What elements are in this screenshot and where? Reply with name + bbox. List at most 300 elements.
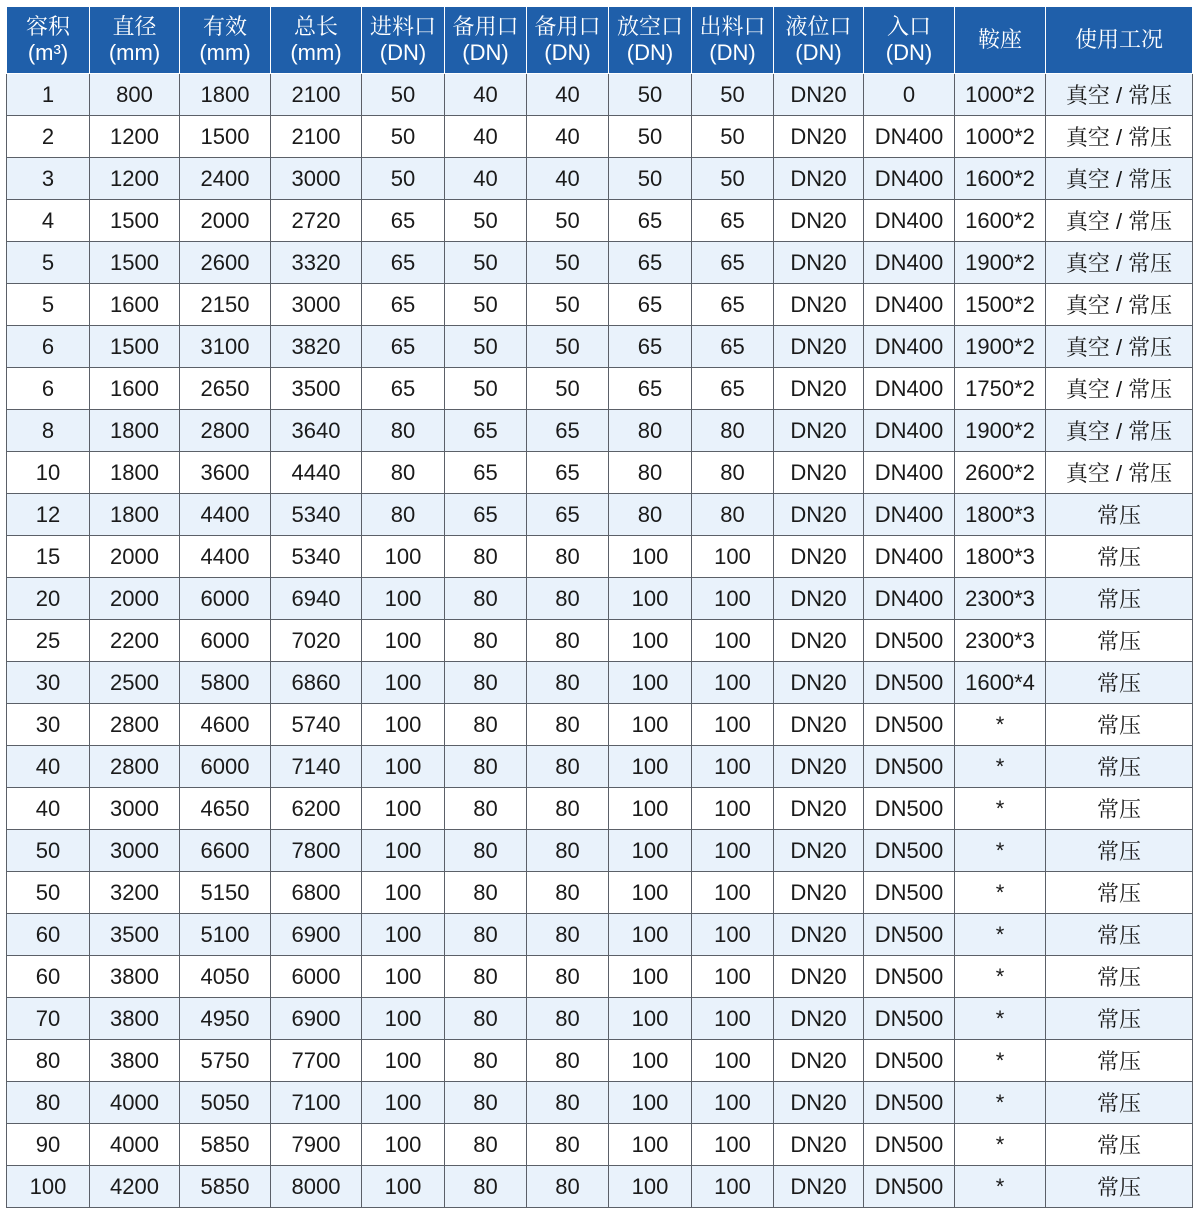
- table-cell: 100: [609, 1124, 692, 1166]
- table-cell: DN20: [774, 704, 864, 746]
- table-cell: 100: [692, 830, 774, 872]
- table-cell: 80: [362, 494, 445, 536]
- table-cell: 65: [609, 368, 692, 410]
- table-cell: 4440: [271, 452, 362, 494]
- table-cell: 3800: [90, 1040, 180, 1082]
- table-cell: 50: [692, 158, 774, 200]
- table-cell: DN20: [774, 746, 864, 788]
- table-cell: 2600: [180, 242, 271, 284]
- table-cell: 7140: [271, 746, 362, 788]
- table-cell: 3800: [90, 956, 180, 998]
- table-cell: 65: [362, 326, 445, 368]
- table-cell: 1800: [90, 410, 180, 452]
- table-cell: 5340: [271, 494, 362, 536]
- table-cell: DN400: [864, 158, 955, 200]
- table-cell: DN20: [774, 998, 864, 1040]
- table-cell: 100: [609, 830, 692, 872]
- table-cell: 100: [362, 662, 445, 704]
- table-cell: 2100: [271, 74, 362, 116]
- column-header: [864, 7, 955, 74]
- column-header: [955, 7, 1046, 74]
- table-cell: 6900: [271, 914, 362, 956]
- table-cell: 100: [692, 1040, 774, 1082]
- table-row: [7, 914, 1193, 956]
- table-cell: 100: [609, 1040, 692, 1082]
- table-cell: 100: [609, 956, 692, 998]
- table-cell: 80: [527, 620, 609, 662]
- table-cell: DN20: [774, 326, 864, 368]
- table-row: [7, 956, 1193, 998]
- table-cell: 6: [7, 368, 90, 410]
- table-cell: 0: [864, 74, 955, 116]
- table-cell: 100: [692, 1082, 774, 1124]
- table-cell: 6800: [271, 872, 362, 914]
- table-cell: 100: [7, 1166, 90, 1208]
- table-cell: 60: [7, 914, 90, 956]
- table-row: [7, 242, 1193, 284]
- table-cell: 1200: [90, 116, 180, 158]
- table-row: [7, 494, 1193, 536]
- table-cell: 65: [527, 410, 609, 452]
- table-cell: 100: [362, 872, 445, 914]
- table-cell: 7800: [271, 830, 362, 872]
- table-cell: 80: [527, 704, 609, 746]
- table-cell: 6000: [271, 956, 362, 998]
- table-cell: 1750*2: [955, 368, 1046, 410]
- table-cell: 80: [362, 410, 445, 452]
- table-cell: 80: [527, 578, 609, 620]
- table-cell: 真空 / 常压: [1046, 410, 1193, 452]
- table-cell: 30: [7, 662, 90, 704]
- table-cell: 100: [362, 1082, 445, 1124]
- table-cell: 65: [692, 284, 774, 326]
- column-header: [1046, 7, 1193, 74]
- table-cell: 80: [527, 830, 609, 872]
- table-cell: 90: [7, 1124, 90, 1166]
- table-cell: 12: [7, 494, 90, 536]
- column-header-title: 总长: [293, 14, 338, 39]
- table-cell: 3320: [271, 242, 362, 284]
- table-row: [7, 620, 1193, 662]
- table-cell: 2200: [90, 620, 180, 662]
- table-cell: 65: [692, 200, 774, 242]
- table-cell: 常压: [1046, 1040, 1193, 1082]
- table-cell: 80: [445, 1166, 527, 1208]
- table-cell: DN20: [774, 914, 864, 956]
- table-cell: 50: [445, 200, 527, 242]
- table-cell: 5740: [271, 704, 362, 746]
- table-cell: 65: [527, 452, 609, 494]
- table-cell: DN400: [864, 326, 955, 368]
- table-cell: 2000: [90, 578, 180, 620]
- table-cell: 5: [7, 242, 90, 284]
- table-cell: 1900*2: [955, 242, 1046, 284]
- table-cell: 常压: [1046, 956, 1193, 998]
- column-header-title: 液位口: [785, 14, 852, 39]
- table-cell: 6: [7, 326, 90, 368]
- table-cell: 6000: [180, 620, 271, 662]
- table-cell: 6000: [180, 746, 271, 788]
- table-cell: DN500: [864, 830, 955, 872]
- column-header-unit: (DN): [885, 40, 933, 65]
- table-cell: 20: [7, 578, 90, 620]
- table-cell: 4400: [180, 536, 271, 578]
- table-row: [7, 1124, 1193, 1166]
- table-cell: 100: [692, 578, 774, 620]
- table-cell: 4000: [90, 1082, 180, 1124]
- table-cell: 2300*3: [955, 578, 1046, 620]
- table-cell: 真空 / 常压: [1046, 200, 1193, 242]
- table-cell: 50: [527, 284, 609, 326]
- table-cell: 1000*2: [955, 74, 1046, 116]
- table-cell: 40: [445, 74, 527, 116]
- table-cell: *: [955, 1124, 1046, 1166]
- table-cell: 6200: [271, 788, 362, 830]
- table-cell: 常压: [1046, 494, 1193, 536]
- table-cell: DN500: [864, 1082, 955, 1124]
- column-header: [774, 7, 864, 74]
- table-row: [7, 284, 1193, 326]
- table-cell: 5050: [180, 1082, 271, 1124]
- table-cell: 4400: [180, 494, 271, 536]
- table-cell: 80: [445, 788, 527, 830]
- table-cell: 80: [527, 662, 609, 704]
- table-cell: 80: [445, 620, 527, 662]
- table-cell: 50: [527, 326, 609, 368]
- table-cell: *: [955, 788, 1046, 830]
- table-cell: 100: [692, 788, 774, 830]
- column-header-unit: (DN): [626, 40, 674, 65]
- table-cell: 50: [609, 116, 692, 158]
- table-cell: DN20: [774, 242, 864, 284]
- table-cell: 真空 / 常压: [1046, 116, 1193, 158]
- table-cell: 4: [7, 200, 90, 242]
- table-row: [7, 410, 1193, 452]
- table-cell: 50: [7, 872, 90, 914]
- table-row: [7, 1082, 1193, 1124]
- table-cell: 100: [609, 914, 692, 956]
- table-cell: 100: [609, 578, 692, 620]
- table-cell: 3000: [90, 830, 180, 872]
- table-cell: 5100: [180, 914, 271, 956]
- table-cell: 真空 / 常压: [1046, 284, 1193, 326]
- table-cell: 50: [362, 74, 445, 116]
- table-cell: 70: [7, 998, 90, 1040]
- table-cell: 1500: [90, 326, 180, 368]
- table-cell: 2000: [180, 200, 271, 242]
- table-cell: 25: [7, 620, 90, 662]
- table-cell: 100: [362, 998, 445, 1040]
- column-header-unit: (DN): [544, 40, 591, 65]
- table-cell: 100: [362, 830, 445, 872]
- table-cell: DN400: [864, 284, 955, 326]
- table-cell: 40: [527, 158, 609, 200]
- column-header-unit: (mm): [290, 40, 342, 65]
- table-row: [7, 536, 1193, 578]
- header-row: [7, 7, 1193, 74]
- table-cell: 2300*3: [955, 620, 1046, 662]
- table-cell: 3500: [271, 368, 362, 410]
- column-header-unit: (DN): [709, 40, 756, 65]
- table-cell: 3600: [180, 452, 271, 494]
- table-cell: *: [955, 830, 1046, 872]
- table-cell: 2800: [180, 410, 271, 452]
- column-header: [609, 7, 692, 74]
- table-cell: 1500: [90, 242, 180, 284]
- table-cell: 6000: [180, 578, 271, 620]
- table-cell: DN20: [774, 1166, 864, 1208]
- table-cell: 80: [527, 872, 609, 914]
- column-header-title: 入口: [886, 14, 931, 39]
- column-header: [362, 7, 445, 74]
- table-cell: 80: [527, 1040, 609, 1082]
- table-cell: 80: [692, 410, 774, 452]
- table-cell: DN20: [774, 578, 864, 620]
- table-cell: 65: [609, 242, 692, 284]
- table-cell: DN400: [864, 452, 955, 494]
- table-cell: 80: [445, 662, 527, 704]
- table-cell: 100: [692, 1124, 774, 1166]
- table-cell: DN500: [864, 872, 955, 914]
- table-cell: DN500: [864, 788, 955, 830]
- table-cell: 3: [7, 158, 90, 200]
- table-cell: 2150: [180, 284, 271, 326]
- column-header-title: 放空口: [616, 14, 683, 39]
- table-cell: *: [955, 872, 1046, 914]
- table-cell: DN400: [864, 368, 955, 410]
- table-cell: 40: [527, 74, 609, 116]
- table-cell: DN500: [864, 1166, 955, 1208]
- table-cell: 80: [7, 1040, 90, 1082]
- table-cell: 80: [362, 452, 445, 494]
- table-row: [7, 1040, 1193, 1082]
- table-cell: 80: [445, 536, 527, 578]
- table-cell: DN20: [774, 872, 864, 914]
- table-cell: 50: [527, 200, 609, 242]
- table-cell: 50: [692, 74, 774, 116]
- table-cell: 50: [609, 74, 692, 116]
- table-cell: 80: [609, 410, 692, 452]
- table-cell: 80: [527, 1166, 609, 1208]
- table-cell: 80: [445, 998, 527, 1040]
- table-cell: 100: [692, 662, 774, 704]
- table-row: [7, 830, 1193, 872]
- table-cell: 常压: [1046, 662, 1193, 704]
- table-cell: DN20: [774, 662, 864, 704]
- table-header: [7, 7, 1193, 74]
- table-cell: DN20: [774, 452, 864, 494]
- column-header-unit: (DN): [462, 40, 509, 65]
- table-cell: 2720: [271, 200, 362, 242]
- table-row: [7, 872, 1193, 914]
- table-cell: 8: [7, 410, 90, 452]
- table-cell: 80: [527, 746, 609, 788]
- table-cell: *: [955, 1040, 1046, 1082]
- table-cell: 65: [609, 284, 692, 326]
- table-cell: 4950: [180, 998, 271, 1040]
- table-cell: 100: [609, 998, 692, 1040]
- table-cell: 80: [445, 1082, 527, 1124]
- table-cell: 7700: [271, 1040, 362, 1082]
- table-cell: 1: [7, 74, 90, 116]
- table-body: [7, 74, 1193, 1208]
- table-cell: 3000: [271, 284, 362, 326]
- table-cell: 1800: [90, 494, 180, 536]
- table-cell: DN400: [864, 410, 955, 452]
- table-cell: 50: [445, 284, 527, 326]
- table-cell: 1800: [90, 452, 180, 494]
- table-cell: 65: [362, 368, 445, 410]
- table-cell: 3820: [271, 326, 362, 368]
- table-cell: *: [955, 704, 1046, 746]
- table-cell: 2800: [90, 704, 180, 746]
- table-cell: DN500: [864, 1040, 955, 1082]
- table-cell: DN500: [864, 662, 955, 704]
- table-cell: *: [955, 746, 1046, 788]
- table-row: [7, 578, 1193, 620]
- table-cell: 1200: [90, 158, 180, 200]
- column-header-unit: (DN): [795, 40, 842, 65]
- table-cell: 1600*2: [955, 158, 1046, 200]
- table-cell: 80: [527, 788, 609, 830]
- table-cell: 80: [445, 746, 527, 788]
- table-cell: 80: [445, 830, 527, 872]
- table-cell: 50: [7, 830, 90, 872]
- table-cell: 3500: [90, 914, 180, 956]
- table-cell: 80: [527, 536, 609, 578]
- table-cell: DN500: [864, 704, 955, 746]
- table-cell: 常压: [1046, 998, 1193, 1040]
- table-row: [7, 1166, 1193, 1208]
- table-cell: 100: [692, 704, 774, 746]
- table-cell: DN20: [774, 368, 864, 410]
- table-cell: DN20: [774, 74, 864, 116]
- table-cell: DN400: [864, 116, 955, 158]
- table-cell: 100: [609, 620, 692, 662]
- table-cell: 100: [609, 662, 692, 704]
- table-cell: 1900*2: [955, 326, 1046, 368]
- table-cell: 65: [362, 242, 445, 284]
- table-cell: DN20: [774, 536, 864, 578]
- table-cell: 真空 / 常压: [1046, 158, 1193, 200]
- table-cell: 真空 / 常压: [1046, 368, 1193, 410]
- table-cell: 50: [527, 242, 609, 284]
- table-cell: 1500*2: [955, 284, 1046, 326]
- table-cell: 80: [609, 452, 692, 494]
- table-cell: 常压: [1046, 914, 1193, 956]
- table-cell: 100: [362, 536, 445, 578]
- table-cell: DN20: [774, 158, 864, 200]
- table-cell: 5800: [180, 662, 271, 704]
- table-cell: 80: [445, 578, 527, 620]
- table-cell: 1800*3: [955, 536, 1046, 578]
- table-cell: 50: [445, 326, 527, 368]
- table-cell: 3800: [90, 998, 180, 1040]
- table-cell: 65: [362, 200, 445, 242]
- table-cell: 80: [445, 1040, 527, 1082]
- column-header-title: 备用口: [452, 14, 519, 39]
- table-cell: DN20: [774, 284, 864, 326]
- column-header-title: 直径: [112, 14, 157, 39]
- table-cell: 65: [445, 452, 527, 494]
- table-cell: 常压: [1046, 872, 1193, 914]
- column-header: [7, 7, 90, 74]
- table-cell: 60: [7, 956, 90, 998]
- table-cell: DN400: [864, 242, 955, 284]
- table-cell: 80: [7, 1082, 90, 1124]
- table-cell: 80: [527, 914, 609, 956]
- table-cell: 10: [7, 452, 90, 494]
- table-cell: 100: [362, 620, 445, 662]
- table-cell: 2000: [90, 536, 180, 578]
- table-cell: 80: [692, 494, 774, 536]
- column-header-unit: (m³): [27, 40, 69, 65]
- table-cell: 常压: [1046, 620, 1193, 662]
- table-cell: 100: [692, 956, 774, 998]
- table-cell: 3640: [271, 410, 362, 452]
- table-cell: DN20: [774, 494, 864, 536]
- table-cell: 3100: [180, 326, 271, 368]
- table-cell: 5850: [180, 1166, 271, 1208]
- table-cell: 50: [362, 116, 445, 158]
- table-row: [7, 200, 1193, 242]
- table-cell: 4600: [180, 704, 271, 746]
- table-cell: 3000: [90, 788, 180, 830]
- table-cell: DN20: [774, 410, 864, 452]
- table-cell: 6600: [180, 830, 271, 872]
- table-cell: 5150: [180, 872, 271, 914]
- table-cell: 1600*4: [955, 662, 1046, 704]
- column-header-unit: (mm): [199, 40, 251, 65]
- table-cell: 80: [445, 704, 527, 746]
- table-cell: 1500: [90, 200, 180, 242]
- table-cell: 真空 / 常压: [1046, 326, 1193, 368]
- table-cell: 2500: [90, 662, 180, 704]
- table-cell: 100: [362, 746, 445, 788]
- table-cell: 5850: [180, 1124, 271, 1166]
- table-cell: 3200: [90, 872, 180, 914]
- table-cell: DN20: [774, 788, 864, 830]
- table-cell: 1800*3: [955, 494, 1046, 536]
- table-cell: *: [955, 914, 1046, 956]
- table-cell: 80: [527, 1124, 609, 1166]
- table-cell: 常压: [1046, 788, 1193, 830]
- table-cell: 100: [362, 788, 445, 830]
- table-cell: 常压: [1046, 830, 1193, 872]
- column-header-title: 备用口: [534, 14, 601, 39]
- table-cell: DN500: [864, 1124, 955, 1166]
- table-cell: 15: [7, 536, 90, 578]
- table-cell: 50: [362, 158, 445, 200]
- table-cell: 80: [445, 914, 527, 956]
- table-cell: 50: [445, 368, 527, 410]
- table-row: [7, 158, 1193, 200]
- table-cell: 4200: [90, 1166, 180, 1208]
- table-cell: 65: [692, 326, 774, 368]
- table-cell: 100: [609, 746, 692, 788]
- table-cell: 40: [7, 788, 90, 830]
- table-cell: 100: [692, 872, 774, 914]
- column-header: [271, 7, 362, 74]
- table-cell: 40: [445, 158, 527, 200]
- table-row: [7, 998, 1193, 1040]
- table-cell: DN20: [774, 1082, 864, 1124]
- table-row: [7, 746, 1193, 788]
- table-cell: 65: [692, 242, 774, 284]
- table-cell: 3000: [271, 158, 362, 200]
- table-cell: 常压: [1046, 578, 1193, 620]
- table-cell: 100: [609, 1166, 692, 1208]
